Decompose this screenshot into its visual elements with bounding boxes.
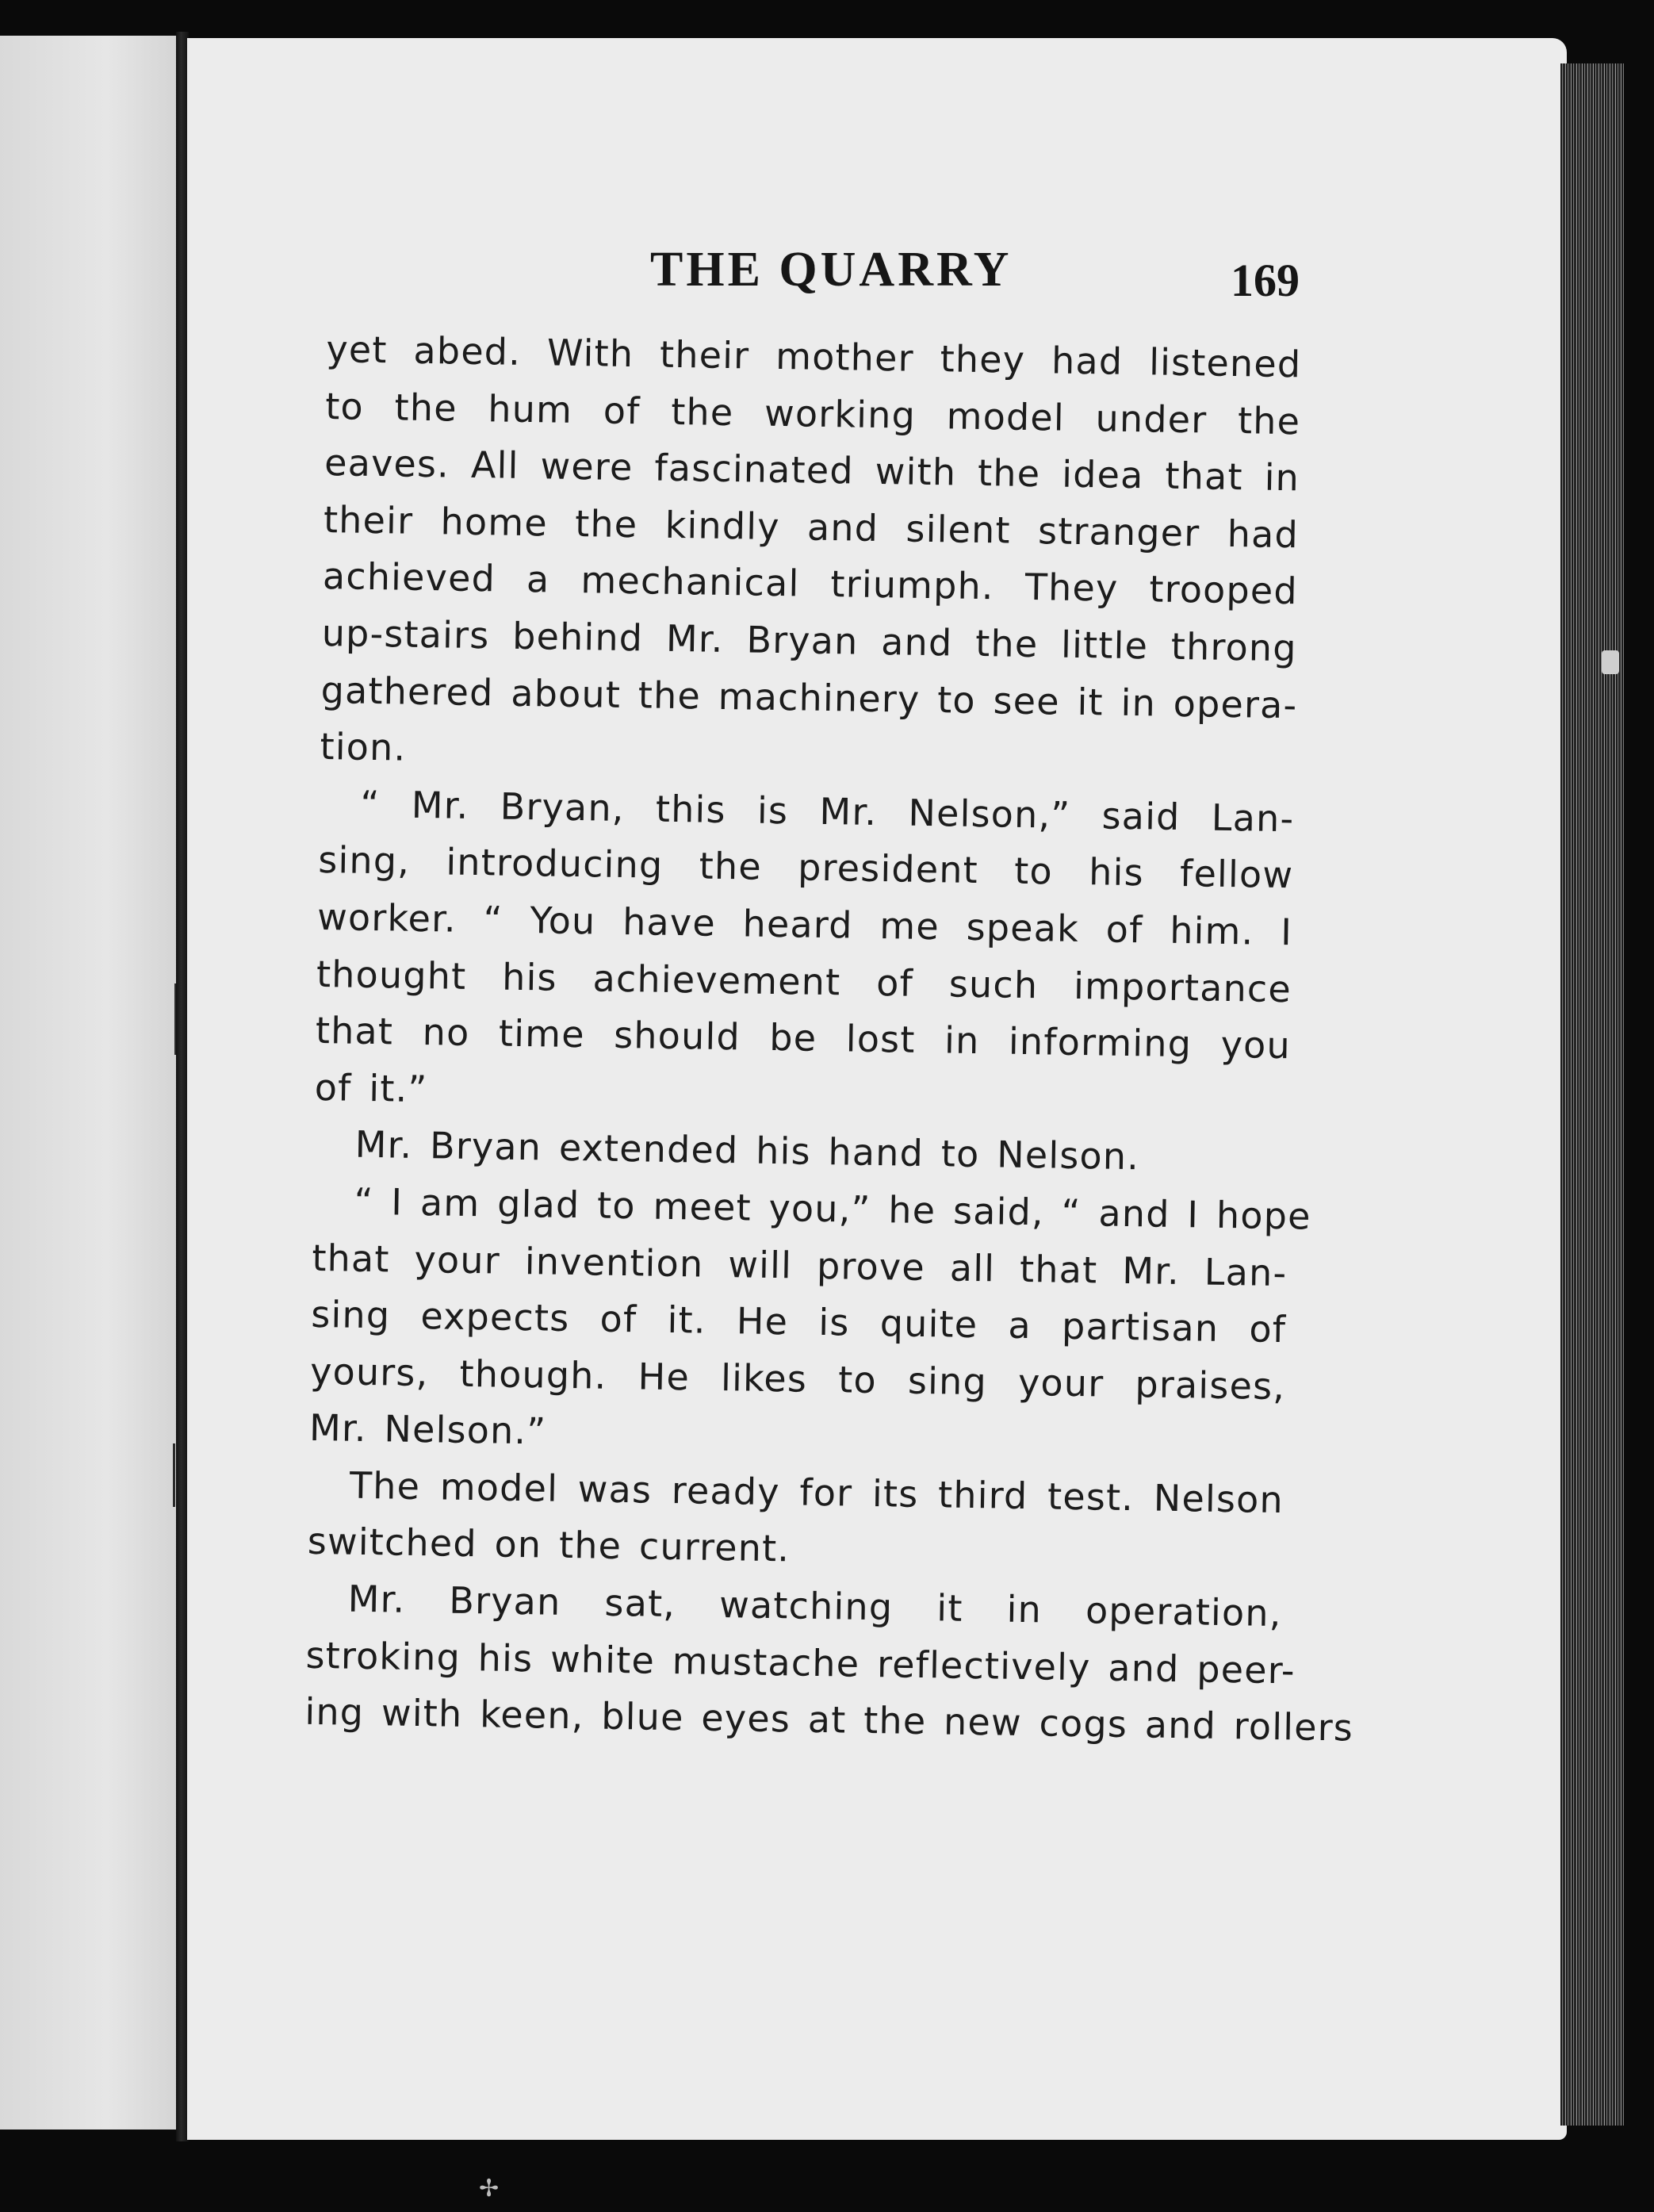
text-line: Mr. Nelson.” <box>308 1406 547 1453</box>
text-line: sing, introducing the president to his fellow <box>317 838 1294 897</box>
scan-mark <box>173 1443 175 1507</box>
text-line: up-stairs behind Mr. Bryan and the little throng <box>321 611 1298 670</box>
text-line: “ I am glad to meet you,” he said, “ and I hope <box>354 1179 1312 1238</box>
page-edge-blemish <box>1602 650 1619 674</box>
text-line: that your invention will prove all that Mr. Lan- <box>312 1236 1288 1294</box>
text-line: switched on the current. <box>307 1520 791 1570</box>
text-line: that no time should be lost in informing you <box>315 1009 1292 1068</box>
text-line: ing with keen, blue eyes at the new cogs and rollers <box>304 1690 1354 1750</box>
text-line: tion. <box>320 725 407 769</box>
text-line: “ Mr. Bryan, this is Mr. Nelson,” said Lan- <box>360 782 1295 840</box>
text-line: gathered about the machinery to see it in opera- <box>320 668 1298 726</box>
text-line: yours, though. He likes to sing your praises, <box>309 1349 1286 1408</box>
page-number: 169 <box>1231 255 1300 306</box>
text-line: Mr. Bryan extended his hand to Nelson. <box>354 1123 1140 1179</box>
text-line: eaves. All were fascinated with the idea that in <box>324 441 1300 500</box>
text-line: The model was ready for its third test. Nelson <box>349 1463 1285 1522</box>
text-line: Mr. Bryan sat, watching it in operation, <box>347 1577 1282 1635</box>
text-line: thought his achievement of such importance <box>316 952 1292 1010</box>
text-line: achieved a mechanical triumph. They trooped <box>322 554 1299 613</box>
scan-artifact: ✢ <box>479 2175 500 2202</box>
text-line: worker. “ You have heard me speak of him. I <box>316 895 1293 954</box>
text-line: yet abed. With their mother they had listened <box>326 327 1302 386</box>
text-line: stroking his white mustache reflectively and peer- <box>305 1633 1296 1693</box>
previous-page-strip <box>0 36 178 2130</box>
running-head: THE QUARRY <box>650 243 1013 297</box>
text-line: sing expects of it. He is quite a partisan of <box>310 1292 1287 1351</box>
text-line: their home the kindly and silent stranger had <box>323 497 1300 557</box>
text-line: of it.” <box>314 1065 428 1110</box>
text-line: to the hum of the working model under the <box>324 384 1301 443</box>
body-text <box>304 321 1354 1756</box>
page-edges <box>1560 63 1624 2126</box>
